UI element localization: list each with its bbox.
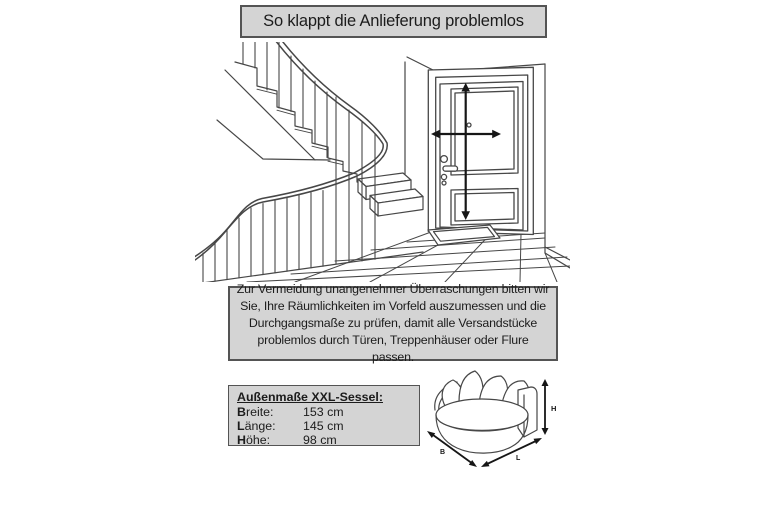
stair-floor-edge — [195, 252, 423, 282]
dimension-row-laenge — [237, 420, 411, 434]
chair-width-arrow — [431, 434, 473, 465]
dimension-label-rest: öhe: — [245, 432, 271, 447]
dimension-label — [237, 406, 303, 420]
peephole — [467, 123, 471, 127]
dimension-row-breite — [237, 406, 411, 420]
door-panel-upper-inner — [455, 91, 514, 171]
front-door — [428, 67, 533, 234]
door-panel-lower-inner — [455, 193, 514, 222]
dimensions-box — [228, 385, 420, 446]
chair-label-height: H — [551, 404, 557, 413]
dimension-label — [237, 420, 303, 434]
dimension-value: 98 cm — [303, 432, 337, 447]
dimension-value: 153 cm — [303, 405, 344, 419]
dimension-label-initial: L — [237, 418, 245, 433]
info-box — [228, 282, 558, 364]
dimension-label-rest: änge: — [244, 418, 276, 433]
dimension-row-hoehe — [237, 434, 411, 448]
hallway-illustration — [195, 42, 570, 282]
chair-base — [436, 399, 528, 453]
dimensions-heading: Außenmaße XXL-Sessel: — [237, 390, 383, 404]
dimension-label-initial: B — [237, 405, 246, 419]
dimension-value: 145 cm — [303, 418, 344, 433]
dimension-label — [237, 434, 303, 448]
page-title: So klappt die Anlieferung problemlos — [263, 12, 524, 30]
dimension-label-initial: H — [237, 432, 246, 447]
info-text: Zur Vermeidung unangenehmer Überraschungen bitten wir Sie, Ihre Räumlichkeiten im Vorfeld auszumessen und die Durchgangsmaße zu prüfen, damit alle Versandstücke problemlos durch Türen, Treppenhäuser oder Flure passen. — [236, 282, 550, 364]
bottom-steps — [358, 173, 423, 216]
chair-label-length: L — [516, 455, 521, 462]
chair-illustration — [423, 370, 570, 488]
chair-label-width: B — [440, 449, 446, 456]
dimension-label-rest: reite: — [245, 405, 274, 419]
title-box — [240, 5, 547, 38]
tiled-floor — [247, 232, 570, 282]
